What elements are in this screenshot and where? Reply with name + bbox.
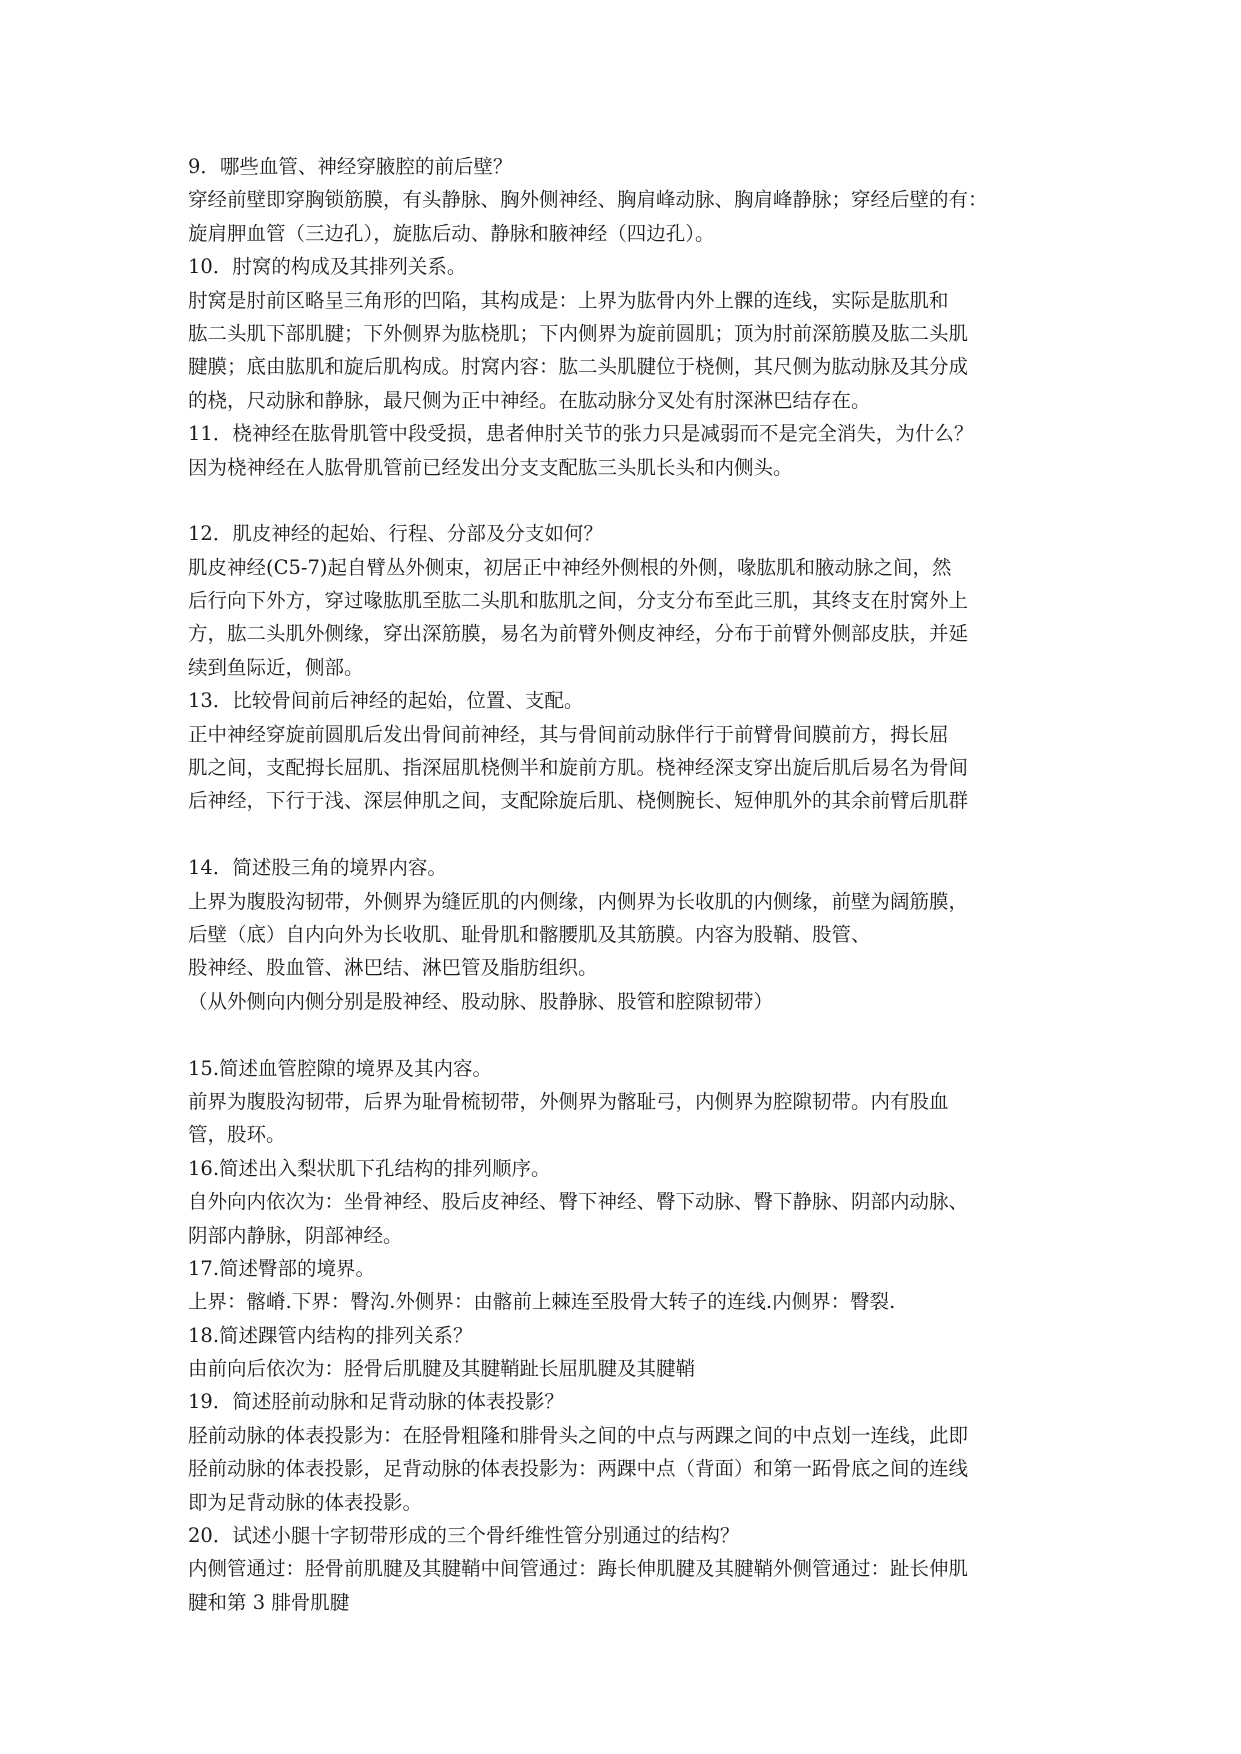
answer-line: 阴部内静脉，阴部神经。 — [188, 1223, 403, 1247]
answer-line: 自外向内依次为：坐骨神经、股后皮神经、臀下神经、臀下动脉、臀下静脉、阴部内动脉、 — [188, 1190, 969, 1214]
question-heading: 18.简述踝管内结构的排列关系？ — [188, 1323, 473, 1347]
qa-section — [188, 1519, 1058, 1619]
answer-line: 后神经，下行于浅、深层伸肌之间，支配除旋后肌、桡侧腕长、短伸肌外的其余前臂后肌群 — [188, 789, 969, 813]
blank-line — [188, 818, 1058, 851]
answer-line: 肘窝是肘前区略呈三角形的凹陷，其构成是：上界为肱骨内外上髁的连线，实际是肱肌和 — [188, 288, 949, 312]
answer-line: 后壁（底）自内向外为长收肌、耻骨肌和髂腰肌及其筋膜。内容为股鞘、股管、 — [188, 922, 871, 946]
answer-line: 管，股环。 — [188, 1123, 286, 1147]
blank-line — [188, 484, 1058, 517]
question-heading: 10．肘窝的构成及其排列关系。 — [188, 255, 467, 279]
answer-line: 腱和第 3 腓骨肌腱 — [188, 1590, 350, 1614]
qa-section — [188, 417, 1058, 484]
answer-line: 股神经、股血管、淋巴结、淋巴管及脂肪组织。 — [188, 956, 598, 980]
answer-line: 腱膜；底由肱肌和旋后肌构成。肘窝内容：肱二头肌腱位于桡侧，其尺侧为肱动脉及其分成 — [188, 355, 969, 379]
document-body — [188, 150, 1058, 1619]
question-heading: 9．哪些血管、神经穿腋腔的前后壁？ — [188, 155, 513, 178]
question-heading: 17.简述臀部的境界。 — [188, 1256, 376, 1280]
answer-line: 旋肩胛血管（三边孔），旋肱后动、静脉和腋神经（四边孔）。 — [188, 221, 715, 245]
answer-line: 上界：髂嵴.下界：臀沟.外侧界：由髂前上棘连至股骨大转子的连线.内侧界：臀裂. — [188, 1290, 896, 1314]
qa-section — [188, 250, 1058, 417]
answer-line: 胫前动脉的体表投影为：在胫骨粗隆和腓骨头之间的中点与两踝之间的中点划一连线，此即 — [188, 1423, 969, 1447]
question-heading: 16.简述出入梨状肌下孔结构的排列顺序。 — [188, 1156, 551, 1180]
question-heading: 13．比较骨间前后神经的起始，位置、支配。 — [188, 689, 584, 713]
answer-line: 肌皮神经(C5-7)起自臂丛外侧束，初居正中神经外侧根的外侧，喙肱肌和腋动脉之间，然 — [188, 555, 952, 579]
answer-line: 正中神经穿旋前圆肌后发出骨间前神经，其与骨间前动脉伴行于前臂骨间膜前方，拇长屈 — [188, 722, 949, 746]
qa-section — [188, 684, 1058, 818]
answer-line: 因为桡神经在人肱骨肌管前已经发出分支支配肱三头肌长头和内侧头。 — [188, 455, 793, 479]
answer-line: （从外侧向内侧分别是股神经、股动脉、股静脉、股管和腔隙韧带） — [188, 989, 774, 1013]
qa-section — [188, 1052, 1058, 1152]
answer-line: 胫前动脉的体表投影，足背动脉的体表投影为：两踝中点（背面）和第一跖骨底之间的连线 — [188, 1457, 969, 1481]
qa-section — [188, 517, 1058, 684]
question-heading: 19．简述胫前动脉和足背动脉的体表投影？ — [188, 1390, 564, 1414]
blank-line — [188, 1018, 1058, 1051]
qa-section — [188, 1319, 1058, 1386]
qa-section — [188, 1252, 1058, 1319]
answer-line: 内侧管通过：胫骨前肌腱及其腱鞘中间管通过：踇长伸肌腱及其腱鞘外侧管通过：趾长伸肌 — [188, 1557, 969, 1581]
qa-section — [188, 1385, 1058, 1519]
question-heading: 14．简述股三角的境界内容。 — [188, 856, 447, 880]
question-heading: 15.简述血管腔隙的境界及其内容。 — [188, 1056, 493, 1080]
answer-line: 前界为腹股沟韧带，后界为耻骨梳韧带，外侧界为髂耻弓，内侧界为腔隙韧带。内有股血 — [188, 1089, 949, 1113]
answer-line: 续到鱼际近，侧部。 — [188, 655, 364, 679]
answer-line: 后行向下外方，穿过喙肱肌至肱二头肌和肱肌之间，分支分布至此三肌，其终支在肘窝外上 — [188, 589, 969, 613]
qa-section — [188, 851, 1058, 1018]
question-heading: 11．桡神经在肱骨肌管中段受损，患者伸肘关节的张力只是减弱而不是完全消失，为什么？ — [188, 422, 974, 446]
question-heading: 12．肌皮神经的起始、行程、分部及分支如何？ — [188, 522, 603, 546]
answer-line: 上界为腹股沟韧带，外侧界为缝匠肌的内侧缘，内侧界为长收肌的内侧缘，前壁为阔筋膜， — [188, 889, 969, 913]
answer-line: 肱二头肌下部肌腱；下外侧界为肱桡肌；下内侧界为旋前圆肌；顶为肘前深筋膜及肱二头肌 — [188, 321, 969, 345]
answer-line: 方，肱二头肌外侧缘，穿出深筋膜，易名为前臂外侧皮神经，分布于前臂外侧部皮肤，并延 — [188, 622, 969, 646]
qa-section — [188, 150, 1058, 250]
answer-line: 穿经前壁即穿胸锁筋膜，有头静脉、胸外侧神经、胸肩峰动脉、胸肩峰静脉；穿经后壁的有： — [188, 188, 988, 212]
answer-line: 由前向后依次为：胫骨后肌腱及其腱鞘趾长屈肌腱及其腱鞘 — [188, 1357, 696, 1381]
answer-line: 即为足背动脉的体表投影。 — [188, 1490, 423, 1514]
question-heading: 20．试述小腿十字韧带形成的三个骨纤维性管分别通过的结构？ — [188, 1524, 740, 1548]
qa-section — [188, 1152, 1058, 1252]
answer-line: 肌之间，支配拇长屈肌、指深屈肌桡侧半和旋前方肌。桡神经深支穿出旋后肌后易名为骨间 — [188, 756, 969, 780]
answer-line: 的桡，尺动脉和静脉，最尺侧为正中神经。在肱动脉分叉处有肘深淋巴结存在。 — [188, 388, 871, 412]
